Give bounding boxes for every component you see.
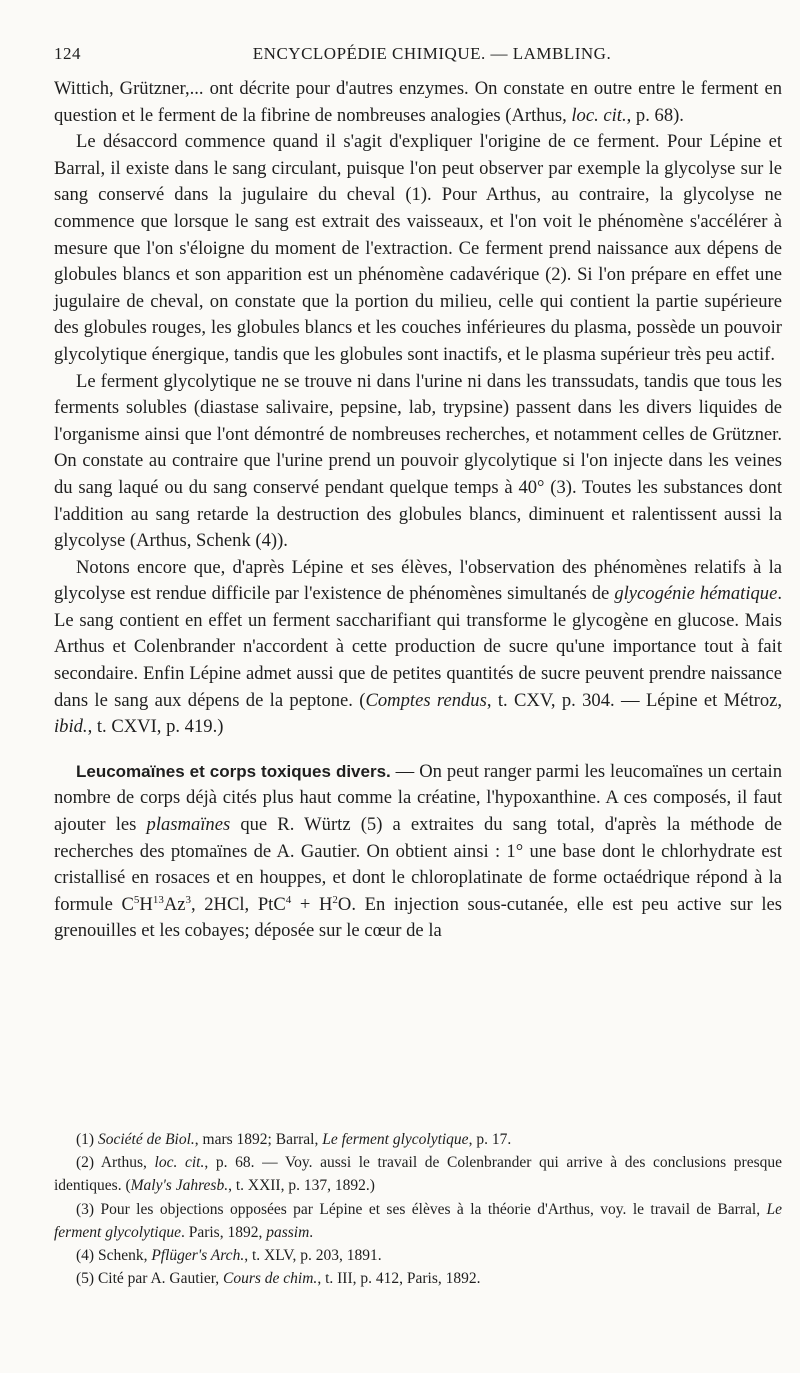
text-run: (4) Schenk, — [76, 1247, 152, 1265]
italic-run: Société de Biol. — [97, 1131, 195, 1148]
italic-run: loc. cit. — [571, 104, 627, 126]
text-run: . — [309, 1223, 314, 1241]
text-run: , mars 1892; Barral, — [194, 1131, 323, 1148]
text-run: que R. Würtz (5) a extraites du sang total, d'après la méthode de recherches des ptomaïnes de A. Gautier. On obtient ainsi : 1° une base dont le chlorhydrate est cristallisé en rosaces et en houppes, et dont le chloroplatinate de forme octaédrique répond à la formule C — [54, 814, 782, 915]
italic-run: Comptes rendus — [365, 689, 487, 711]
text-run: , p. 68). — [626, 104, 684, 126]
italic-run: plasmaïnes — [146, 814, 231, 836]
text-run: O. En injection sous-cutanée, elle est peu active sur les grenouilles et les cobayes; déposée sur le cœur de la — [54, 893, 782, 942]
italic-run: glycogénie hématique — [614, 583, 778, 605]
text-run: (5) Cité par A. Gautier, — [76, 1270, 224, 1288]
footnote-2 — [54, 1151, 782, 1197]
text-run: . Le sang contient en effet un ferment saccharifiant qui transforme le glycogène en glucose. Mais Arthus et Colenbrander n'accordent à cette production de sucre qu'une importance tout à fait secondaire. Enfin Lépine admet aussi que de petites quantités de sucre peuvent prendre naissance dans le sang aux dépens de la peptone. ( — [54, 583, 782, 711]
superscript: 4 — [285, 893, 292, 906]
text-run: Notons encore que, d'après Lépine et ses élèves, l'observation des phénomènes relatifs à la glycolyse est rendue difficile par l'existence de phénomènes simultanés de — [54, 556, 782, 605]
text-run: , t. XLV, p. 203, 1891. — [244, 1247, 382, 1265]
superscript: 13 — [152, 893, 164, 906]
section-heading: Leucomaïnes et corps toxiques divers. — [76, 761, 391, 781]
footnote-5 — [54, 1267, 782, 1290]
page-header — [54, 44, 770, 70]
paragraph-5 — [54, 759, 782, 945]
footnote-1 — [54, 1128, 782, 1151]
paragraph-2: Le désaccord commence quand il s'agit d'expliquer l'origine de ce ferment. Pour Lépine et Barral, il existe dans le sang circulant, puisque l'on peut observer par exemple la glycolyse sur le sang conservé dans la jugulaire du cheval (1). Pour Arthus, au contraire, la glycolyse ne commence que lorsque le sang est extrait des vaisseaux, et l'on voit le phénomène s'accélérer à mesure que l'on s'éloigne du moment de l'extraction. Ce ferment prend naissance aux dépens de globules blancs et son apparition est un phénomène cadavérique (2). Si l'on prépare en effet une jugulaire de cheval, on constate que la portion du milieu, celle qui contient la partie supérieure des globules rouges, les globules blancs et les couches inférieures du plasma, possède un pouvoir glycolytique énergique, tandis que les globules sont inactifs, et le plasma supérieur très peu actif. — [54, 131, 782, 365]
text-run: , 2HCl, PtC — [191, 893, 286, 915]
section-gap — [54, 741, 782, 759]
text-run: , t. CXVI, p. 419.) — [87, 716, 224, 738]
main-text — [54, 76, 782, 945]
italic-run: Le ferment glycolytique — [54, 1200, 782, 1241]
text-run: + H — [291, 893, 333, 915]
text-run: , t. CXV, p. 304. — Lépine et Métroz, — [486, 689, 783, 711]
text-run: (2) Arthus, — [76, 1154, 155, 1172]
footnote-3 — [54, 1198, 782, 1244]
text-run: H — [139, 893, 153, 915]
paragraph-1 — [54, 76, 782, 129]
text-run: Az — [163, 893, 186, 915]
text-run: (3) Pour les objections opposées par Lépine et ses élèves à la théorie d'Arthus, voy. le travail de Barral, — [76, 1200, 767, 1218]
text-run: . Paris, 1892, — [180, 1223, 267, 1241]
text-run: , p. 68. — Voy. aussi le travail de Colenbrander qui arrive à des conclusions presque identiques. ( — [54, 1154, 782, 1195]
page-number: 124 — [54, 44, 81, 63]
italic-run: Pflüger's Arch. — [151, 1247, 245, 1265]
footnotes — [54, 1128, 782, 1290]
running-title: ENCYCLOPÉDIE CHIMIQUE. — LAMBLING. — [252, 44, 612, 63]
text-run: , t. III, p. 412, Paris, 1892. — [317, 1270, 481, 1288]
footnote-4 — [54, 1244, 782, 1267]
italic-run: passim — [266, 1223, 310, 1241]
italic-run: Maly's Jahresb. — [130, 1177, 229, 1195]
paragraph-3: Le ferment glycolytique ne se trouve ni dans l'urine ni dans les transsudats, tandis que tous les ferments solubles (diastase salivaire, pepsine, lab, trypsine) passent dans les divers liquides de l'organisme ainsi que l'ont démontré de nombreuses recherches, et notamment celles de Grützner. On constate au contraire que l'urine prend un pouvoir glycolytique si l'on injecte dans les veines du sang laqué ou du sang conservé pendant quelque temps à 40° (3). Toutes les substances dont l'addition au sang retarde la destruction des globules blancs, diminuent et ralentissent aussi la glycolyse (Arthus, Schenk (4)). — [54, 370, 782, 552]
superscript: 5 — [133, 893, 140, 906]
italic-run: Cours de chim. — [223, 1270, 318, 1288]
italic-run: Le ferment glycolytique — [322, 1131, 469, 1148]
italic-run: ibid. — [54, 716, 88, 738]
text-run: — On peut ranger parmi les leucomaïnes un certain nombre de corps déjà cités plus haut comme la créatine, l'hypoxanthine. A ces composés, il faut ajouter les — [54, 760, 783, 836]
superscript: 2 — [332, 893, 338, 906]
paragraph-4 — [54, 555, 782, 741]
text-run: , t. XXII, p. 137, 1892.) — [228, 1177, 375, 1195]
superscript: 3 — [185, 893, 191, 906]
text-run: Wittich, Grützner,... ont décrite pour d'autres enzymes. On constate en outre entre le ferment en question et le ferment de la fibrine de nombreuses analogies (Arthus, — [54, 78, 782, 126]
text-run: , p. 17. — [468, 1131, 512, 1148]
text-run: (1) — [76, 1131, 98, 1148]
italic-run: loc. cit. — [154, 1154, 205, 1172]
